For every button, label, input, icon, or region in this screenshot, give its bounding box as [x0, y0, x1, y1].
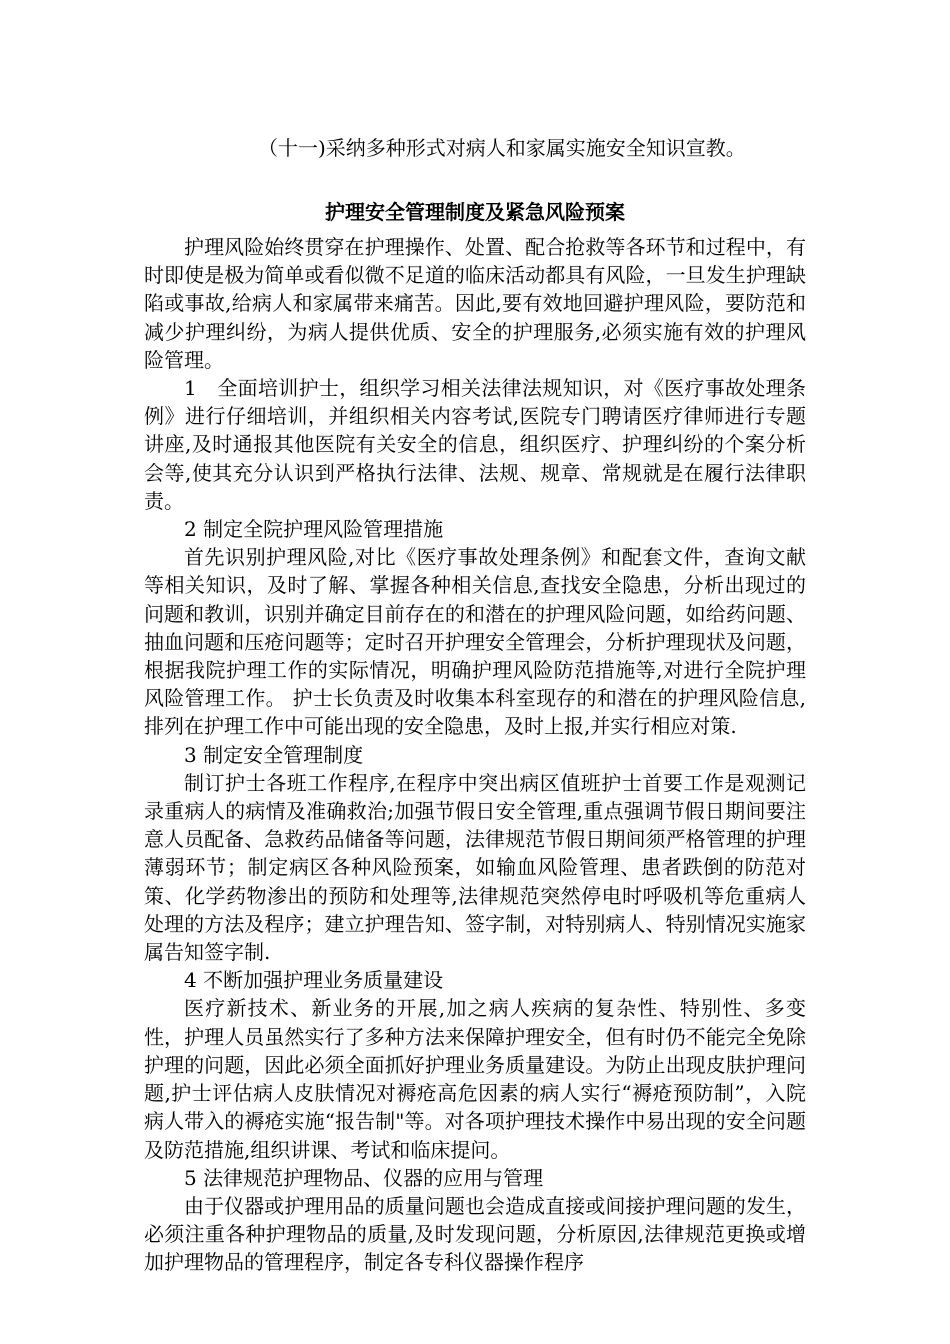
section-heading-3: 3 制定安全管理制度	[184, 742, 364, 767]
document-title: 护理安全管理制度及紧急风险预案	[325, 200, 625, 224]
intro-line: （十一)采纳多种形式对病人和家属实施安全知识宣教。	[258, 136, 746, 160]
paragraph-item-3: 制订护士各班工作程序,在程序中突出病区值班护士首要工作是观测记录重病人的病情及准确救治;加强节假日安全管理,重点强调节假日期间要注意人员配备、急救药品储备等问题，法律规范节假日期间须严格管理的护理薄弱环节；制定病区各种风险预案，如输血风险管理、患者跌倒的防范对策、化学药物渗出的预防和处理等,法律规范突然停电时呼吸机等危重病人处理的方法及程序；建立护理告知、签字制，对特别病人、特别情况实施家属告知签字制.	[144, 770, 806, 965]
section-heading-4: 4 不断加强护理业务质量建设	[184, 968, 444, 993]
section-heading-5: 5 法律规范护理物品、仪器的应用与管理	[184, 1165, 544, 1190]
paragraph-item-2: 首先识别护理风险,对比《医疗事故处理条例》和配套文件，查询文献等相关知识，及时了解、掌握各种相关信息,查找安全隐患，分析出现过的问题和教训，识别并确定目前存在的和潜在的护理风险问题，如给药问题、抽血问题和压疮问题等；定时召开护理安全管理会，分析护理现状及问题， 根据我院护理工作的实际情况，明确护理风险防范措施等,对进行全院护理风险管理工作。 护士长负责及时收集本科室现存的和潜在的护理风险信息,排列在护理工作中可能出现的安全隐患，及时上报,并实行相应对策.	[144, 545, 806, 739]
paragraph-item-1: 1 全面培训护士，组织学习相关法律法规知识，对《医疗事故处理条例》进行仔细培训，并组织相关内容考试,医院专门聘请医疗律师进行专题讲座,及时通报其他医院有关安全的信息，组织医疗、护理纠纷的个案分析会等,使其充分认识到严格执行法律、法规、规章、常规就是在履行法律职责。	[144, 376, 806, 513]
paragraph-item-5: 由于仪器或护理用品的质量问题也会造成直接或间接护理问题的发生，必须注重各种护理物品的质量,及时发现问题，分析原因,法律规范更换或增加护理物品的管理程序，制定各专科仪器操作程序	[144, 1193, 806, 1275]
paragraph-intro: 护理风险始终贯穿在护理操作、处置、配合抢救等各环节和过程中，有时即使是极为简单或看似微不足道的临床活动都具有风险，一旦发生护理缺陷或事故,给病人和家属带来痛苦。因此,要有效地回避护理风险，要防范和减少护理纠纷，为病人提供优质、安全的护理服务,必须实施有效的护理风险管理。	[144, 235, 806, 372]
section-heading-2: 2 制定全院护理风险管理措施	[184, 517, 444, 542]
document-body	[144, 233, 806, 1277]
paragraph-item-4: 医疗新技术、新业务的开展,加之病人疾病的复杂性、特别性、多变性，护理人员虽然实行了多种方法来保障护理安全，但有时仍不能完全免除护理的问题，因此必须全面抓好护理业务质量建设。为防止出现皮肤护理问题,护士评估病人皮肤情况对褥疮高危因素的病人实行“褥疮预防制”，入院病人带入的褥疮实施“报告制"等。对各项护理技术操作中易出现的安全问题及防范措施,组织讲课、考试和临床提问。	[144, 996, 806, 1162]
